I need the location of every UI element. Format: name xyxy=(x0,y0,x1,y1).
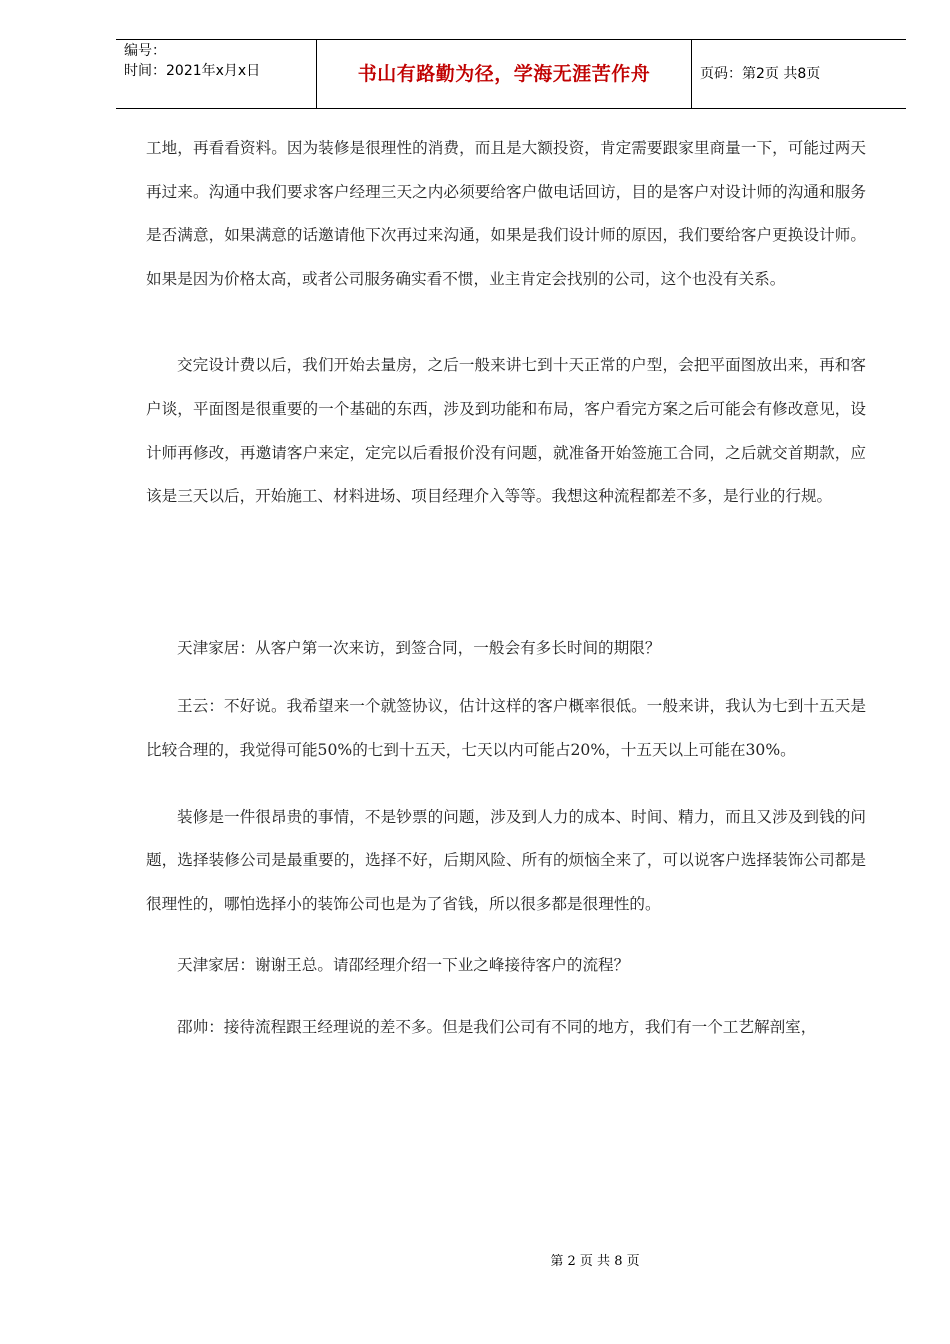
page-header xyxy=(116,39,906,109)
paragraph: 王云：不好说。我希望来一个就签协议，估计这样的客户概率很低。一般来讲，我认为七到十五天是比较合理的，我觉得可能50%的七到十五天，七天以内可能占20%，十五天以上可能在30%。 xyxy=(146,697,866,759)
header-motto: 书山有路勤为径，学海无涯苦作舟 xyxy=(357,63,651,85)
document-number-label: 编号： xyxy=(124,43,166,59)
header-page-cell xyxy=(692,40,907,109)
paragraph: 交完设计费以后，我们开始去量房，之后一般来讲七到十天正常的户型，会把平面图放出来，再和客户谈，平面图是很重要的一个基础的东西，涉及到功能和布局，客户看完方案之后可能会有修改意见，设计师再修改，再邀请客户来定，定完以后看报价没有问题，就准备开始签施工合同，之后就交首期款，应该是三天以后，开始施工、材料进场、项目经理介入等等。我想这种流程都差不多，是行业的行规。 xyxy=(146,356,866,506)
header-page-number: 页码：第2页 共8页 xyxy=(700,66,821,82)
paragraph: 工地，再看看资料。因为装修是很理性的消费，而且是大额投资，肯定需要跟家里商量一下，可能过两天再过来。沟通中我们要求客户经理三天之内必须要给客户做电话回访，目的是客户对设计师的沟通和服务是否满意，如果满意的话邀请他下次再过来沟通，如果是我们设计师的原因，我们要给客户更换设计师。如果是因为价格太高，或者公司服务确实看不惯，业主肯定会找别的公司，这个也没有关系。 xyxy=(146,139,866,288)
page-footer: 第 2 页 共 8 页 xyxy=(550,1254,640,1269)
paragraph: 装修是一件很昂贵的事情，不是钞票的问题，涉及到人力的成本、时间、精力，而且又涉及到钱的问题，选择装修公司是最重要的，选择不好，后期风险、所有的烦恼全来了，可以说客户选择装饰公司都是很理性的，哪怕选择小的装饰公司也是为了省钱，所以很多都是很理性的。 xyxy=(146,807,866,913)
paragraph: 邵帅：接待流程跟王经理说的差不多。但是我们公司有不同的地方，我们有一个工艺解剖室， xyxy=(177,1017,817,1036)
paragraph: 天津家居：从客户第一次来访，到签合同，一般会有多长时间的期限？ xyxy=(177,638,661,657)
paragraph: 天津家居：谢谢王总。请邵经理介绍一下业之峰接待客户的流程？ xyxy=(177,956,630,975)
header-meta-cell xyxy=(116,40,317,109)
document-time-label: 时间：2021年x月x日 xyxy=(124,63,261,79)
header-motto-cell xyxy=(317,40,692,109)
document-body xyxy=(146,127,866,1050)
